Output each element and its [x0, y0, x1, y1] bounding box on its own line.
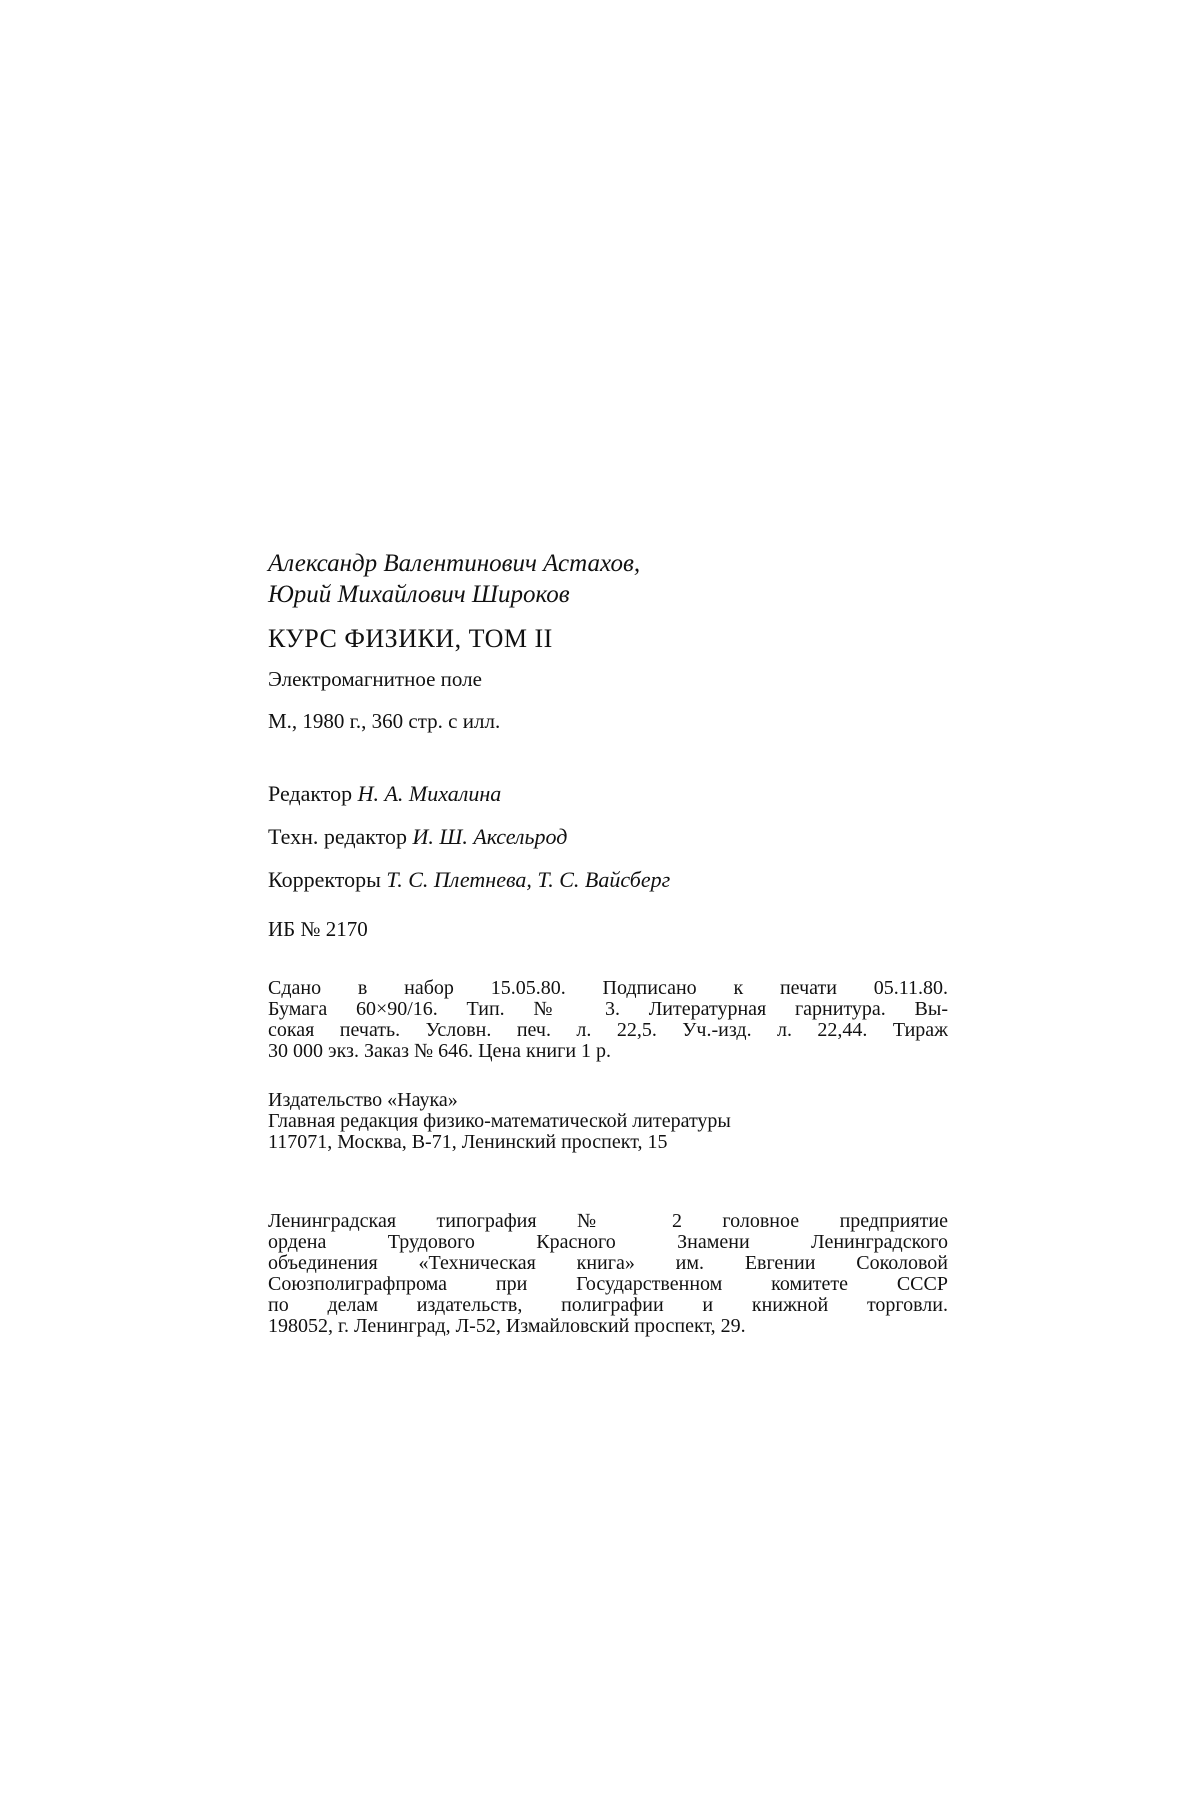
typography-line: по делам издательств, полиграфии и книжной торговли. [268, 1294, 948, 1316]
printing-line: Бумага 60×90/16. Тип. № 3. Литературная гарнитура. Вы- [268, 998, 948, 1020]
printing-line: 30 000 экз. Заказ № 646. Цена книги 1 р. [268, 1040, 612, 1062]
author-line: Александр Валентинович Астахов, [268, 550, 641, 577]
credit-name: И. Ш. Аксельрод [412, 824, 568, 849]
ib-number: ИБ № 2170 [268, 917, 368, 941]
credit-editor [268, 780, 948, 808]
book-subtitle: Электромагнитное поле [268, 667, 482, 691]
publication-info: М., 1980 г., 360 стр. с илл. [268, 709, 501, 733]
publisher-line: Главная редакция физико-математической литературы [268, 1110, 731, 1132]
typography-line: Союзполиграфпрома при Государственном комитете СССР [268, 1273, 948, 1295]
printing-info [268, 978, 948, 1062]
publisher-line: Издательство «Наука» [268, 1089, 458, 1111]
authors [268, 548, 948, 610]
printing-line: сокая печать. Условн. печ. л. 22,5. Уч.-изд. л. 22,44. Тираж [268, 1019, 948, 1041]
imprint-page [268, 548, 948, 1337]
publisher-info [268, 1090, 948, 1153]
credit-name: Т. С. Плетнева, Т. С. Вайсберг [386, 867, 671, 892]
credit-proofreaders [268, 866, 948, 894]
credits [268, 780, 948, 894]
credit-role: Техн. редактор [268, 824, 408, 849]
book-title: КУРС ФИЗИКИ, ТОМ II [268, 624, 553, 653]
publisher-line: 117071, Москва, В-71, Ленинский проспект, 15 [268, 1131, 668, 1153]
typography-line: объединения «Техническая книга» им. Евгении Соколовой [268, 1252, 948, 1274]
credit-role: Редактор [268, 781, 353, 806]
typography-line: 198052, г. Ленинград, Л-52, Измайловский проспект, 29. [268, 1315, 746, 1337]
typography-line: Ленинградская типография № 2 головное предприятие [268, 1210, 948, 1232]
credit-role: Корректоры [268, 867, 381, 892]
author-line: Юрий Михайлович Широков [268, 581, 570, 608]
printing-line: Сдано в набор 15.05.80. Подписано к печати 05.11.80. [268, 977, 948, 999]
credit-tech-editor [268, 823, 948, 851]
credit-name: Н. А. Михалина [357, 781, 502, 806]
typography-line: ордена Трудового Красного Знамени Ленинградского [268, 1231, 948, 1253]
typography-info [268, 1211, 948, 1337]
